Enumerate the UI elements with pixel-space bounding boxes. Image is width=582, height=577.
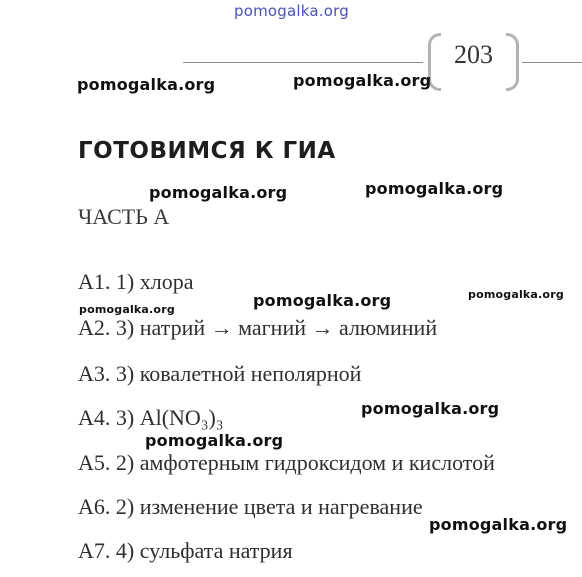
answer-text: 3) ковалетной неполярной xyxy=(115,361,362,386)
answer-item xyxy=(78,405,223,431)
answer-item xyxy=(78,269,193,295)
answer-number: А5. xyxy=(78,450,111,475)
section-heading: ГОТОВИМСЯ К ГИА xyxy=(78,138,336,164)
part-label: ЧАСТЬ А xyxy=(78,204,170,229)
answer-number: А4. xyxy=(78,405,111,430)
answer-item xyxy=(78,450,495,476)
header-rule-right xyxy=(522,62,582,63)
watermark: pomogalka.org xyxy=(145,431,284,450)
watermark: pomogalka.org xyxy=(293,71,432,90)
page-number-bracket-right xyxy=(506,33,519,91)
watermark: pomogalka.org xyxy=(365,179,504,198)
watermark: pomogalka.org xyxy=(77,75,216,94)
page-number: 203 xyxy=(454,40,493,69)
watermark: pomogalka.org xyxy=(361,399,500,418)
answer-item xyxy=(78,494,423,520)
answer-text: 1) хлора xyxy=(115,269,194,294)
answer-item xyxy=(78,315,437,341)
watermark: pomogalka.org xyxy=(79,303,175,316)
answer-item xyxy=(78,361,361,387)
watermark: pomogalka.org xyxy=(149,183,288,202)
answer-number: А6. xyxy=(78,494,111,519)
answer-text: 3) Al(NO₃)₃ xyxy=(115,405,224,430)
header-rule-left xyxy=(183,62,423,63)
answer-text: 4) сульфата натрия xyxy=(115,538,293,563)
answer-number: А7. xyxy=(78,538,111,563)
top-watermark: pomogalka.org xyxy=(234,2,349,20)
answer-text: 2) изменение цвета и нагревание xyxy=(115,494,423,519)
answer-item xyxy=(78,538,293,564)
answer-number: А1. xyxy=(78,269,111,294)
watermark: pomogalka.org xyxy=(253,291,392,310)
watermark: pomogalka.org xyxy=(468,288,564,301)
answer-number: А3. xyxy=(78,361,111,386)
answer-text: 2) амфотерным гидроксидом и кислотой xyxy=(115,450,495,475)
answer-text: 3) натрий → магний → алюминий xyxy=(115,315,438,340)
watermark: pomogalka.org xyxy=(429,515,568,534)
answer-number: А2. xyxy=(78,315,111,340)
